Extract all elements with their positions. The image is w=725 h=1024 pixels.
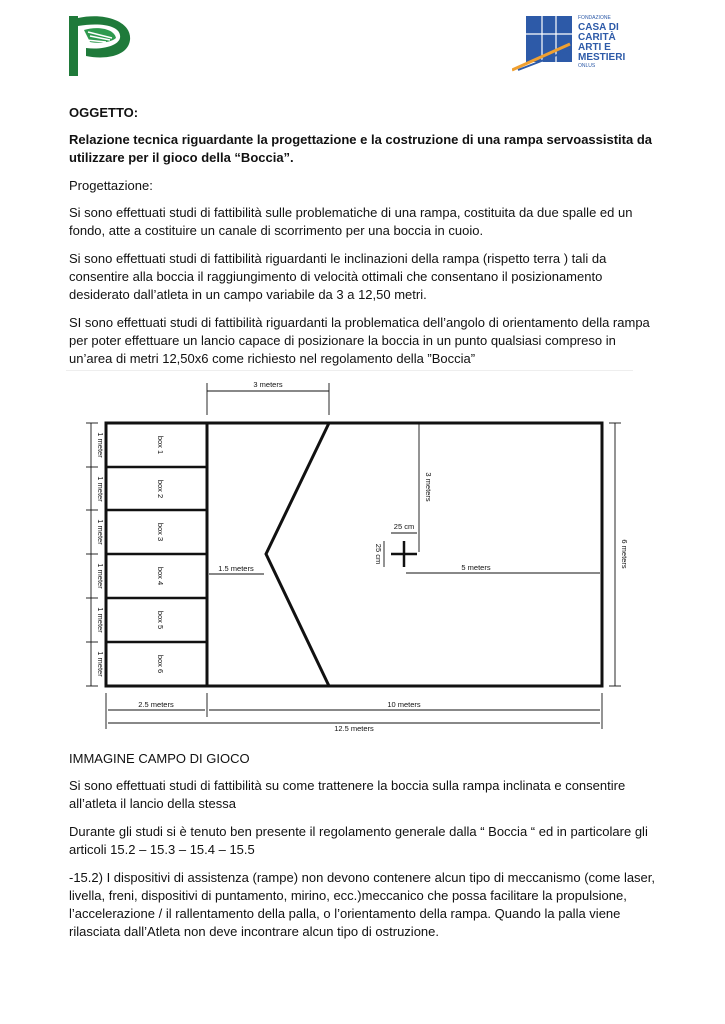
box-4-label: box 4 — [156, 566, 165, 586]
box-1-label: box 1 — [156, 435, 165, 455]
paragraph-4: Si sono effettuati studi di fattibilità su come trattenere la boccia sulla rampa inclinata e consentire all’atleta il lancio della stessa — [69, 778, 626, 811]
dim-left-2: 1 meter — [96, 476, 105, 502]
dim-12-5m: 12.5 meters — [334, 724, 374, 733]
dim-25cm-h: 25 cm — [374, 543, 383, 565]
dim-left-3: 1 meter — [96, 519, 105, 545]
paragraph-5: Durante gli studi si è tenuto ben presente il regolamento generale dalla “ Boccia “ ed in particolare gli articoli 15.2 – 15.3 – 15.4 – 15.5 — [69, 824, 648, 857]
paragraph-1: Si sono effettuati studi di fattibilità sulle problematiche di una rampa, costituita da due spalle ed un fondo, atte a costituire un canale di scorrimento per una boccia in cuoio. — [69, 205, 633, 238]
logo-line-1: FONDAZIONE — [578, 15, 611, 21]
paragraph-2: Si sono effettuati studi di fattibilità riguardanti le inclinazioni della rampa (rispetto terra ) tali da consentire alla boccia il raggiungimento di velocità ottimali che consentano il posizionamento desiderato dall’atleta in un campo variabile da 3 a 12,50 metri. — [69, 251, 607, 302]
logo-line-5: MESTIERI — [578, 52, 626, 63]
dim-top-3m: 3 meters — [253, 380, 283, 389]
logo-line-3: CARITÀ — [578, 32, 616, 43]
dim-left-1: 1 meter — [96, 432, 105, 458]
dim-25cm-w: 25 cm — [393, 522, 415, 531]
subject-text: Relazione tecnica riguardante la progettazione e la costruzione di una rampa servoassistita da utilizzare per il gioco della “Boccia”. — [69, 132, 653, 165]
v-line — [266, 423, 329, 686]
dim-left-5: 1 meter — [96, 607, 105, 633]
logo-line-4: ARTI E — [578, 42, 611, 53]
dim-2-5m: 2.5 meters — [138, 700, 174, 709]
figure-caption: IMMAGINE CAMPO DI GIOCO — [69, 751, 250, 766]
dim-10m: 10 meters — [387, 700, 421, 709]
section-label: Progettazione: — [69, 178, 153, 193]
paragraph-6: -15.2) I dispositivi di assistenza (rampe) non devono contenere alcun tipo di meccanismo (come laser, livella, freni, dispositivi di puntamento, mirino, ecc.)meccanico che possa facilitare la propulsione, l’accelerazione / il rallentamento della palla, o l’orientamento della rampa. Quando la palla viene rilasciata dall’Atleta non deve incontrare alcun tipo di ostruzione. — [69, 870, 656, 939]
logo-line-2: CASA DI — [578, 22, 619, 33]
document-body-lower — [69, 750, 659, 951]
logo-line-6: ONLUS — [578, 63, 596, 69]
paragraph-3: SI sono effettuati studi di fattibilità riguardanti la problematica dell’angolo di orientamento della rampa per poter effettuare un lancio capace di posizionare la boccia in un punto qualsiasi compreso in un’area di metri 12,50x6 come richiesto nel regolamento della ”Boccia” — [69, 315, 650, 366]
dim-6m: 6 meters — [620, 539, 629, 569]
box-3-label: box 3 — [156, 522, 165, 542]
dim-left-4: 1 meter — [96, 563, 105, 589]
dim-5m: 5 meters — [461, 563, 491, 572]
court-diagram — [66, 370, 633, 735]
dim-1-5m: 1.5 meters — [218, 564, 254, 573]
dim-cross-3m: 3 meters — [424, 472, 433, 502]
box-2-label: box 2 — [156, 479, 165, 499]
box-5-label: box 5 — [156, 610, 165, 630]
left-logo — [66, 12, 134, 78]
right-logo — [512, 14, 624, 72]
box-6-label: box 6 — [156, 654, 165, 674]
dim-left-6: 1 meter — [96, 651, 105, 677]
document-body — [69, 104, 659, 378]
subject-label: OGGETTO: — [69, 105, 139, 120]
